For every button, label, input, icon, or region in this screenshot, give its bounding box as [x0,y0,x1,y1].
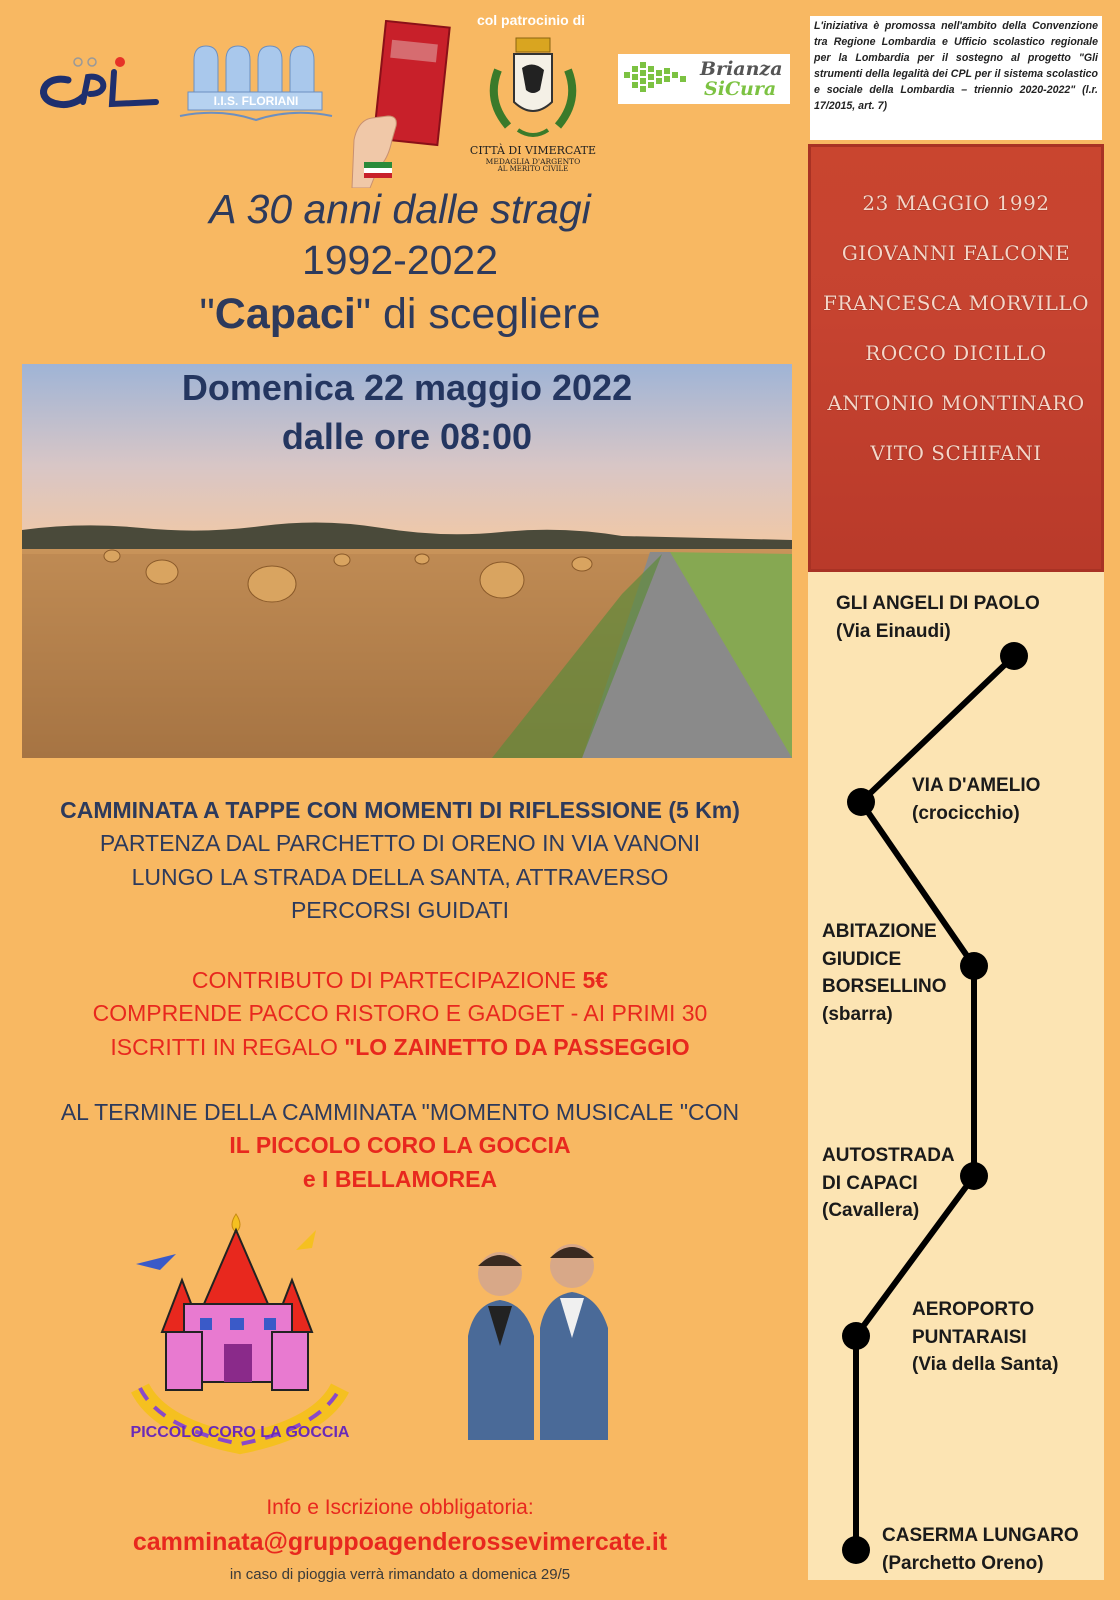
contribution-line-3 [20,1031,780,1064]
info-label: Info e Iscrizione obbligatoria: [266,1496,534,1519]
route-stop-6 [882,1522,1079,1577]
stop-detail: (crocicchio) [912,802,1020,824]
plaque-date: 23 MAGGIO 1992 [862,191,1050,215]
stop-detail: (Parchetto Oreno) [882,1552,1044,1574]
contribution-price: 5€ [582,967,609,993]
floriani-logo [176,40,336,130]
music-line-1: AL TERMINE DELLA CAMMINATA "MOMENTO MUSICALE "CON [60,1099,740,1125]
contact-email-link[interactable]: camminata@gruppoagenderossevimercate.it [132,1528,668,1556]
bellamorea-duo-photo [448,1236,628,1440]
plaque-name: ANTONIO MONTINARO [827,391,1085,415]
contribution-gift-label: ISCRITTI IN REGALO [110,1033,345,1060]
patronage-label: col patrocinio di [476,12,586,28]
title-line-1: A 30 anni dalle stragi [209,186,591,232]
stop-detail: (Cavallera) [822,1200,920,1222]
choir-logo-text: PICCOLO CORO LA GOCCIA [130,1424,350,1441]
stop-detail: (Via della Santa) [912,1354,1059,1376]
title-capaci: Capaci [214,290,356,338]
stop-title: BORSELLINO [822,976,947,998]
route-stop-1 [836,590,1040,645]
title-rest: " di scegliere [355,290,601,338]
memorial-plaque [808,144,1104,572]
red-book-hand-image [348,20,452,188]
contribution-info [20,964,780,1064]
stop-detail: (sbarra) [822,1003,893,1025]
walk-line: PERCORSI GUIDATI [290,897,510,924]
stop-title: ABITAZIONE [822,921,937,942]
event-datetime [22,364,792,462]
title-line-2: 1992-2022 [301,237,499,283]
stop-title: PUNTARAISI [912,1326,1027,1348]
event-date: Domenica 22 maggio 2022 [181,367,633,408]
title-quote-open: " [199,290,215,338]
event-time: dalle ore 08:00 [281,415,533,457]
sicura-text: SiCura [704,78,777,100]
choir-logo [120,1208,360,1464]
route-stop-2 [912,772,1040,827]
stop-title: GIUDICE [822,948,902,970]
route-stop-4 [822,1142,955,1225]
stop-title: AUTOSTRADA [822,1145,955,1166]
vimercate-crest [469,30,597,171]
music-info [20,1096,780,1196]
crest-city-name: CITTÀ DI VIMERCATE [469,144,597,157]
crest-medal: MEDAGLIA D'ARGENTO [485,157,581,166]
route-stop-5 [912,1296,1058,1379]
contribution-line-2: COMPRENDE PACCO RISTORO E GADGET - AI PRIMI 30 [92,1000,708,1027]
crest-merit: AL MERITO CIVILE [497,165,569,171]
stop-detail: (Via Einaudi) [836,620,951,642]
stop-title: DI CAPACI [822,1172,918,1194]
floriani-logo-text: I.I.S. FLORIANI [213,94,299,108]
stop-title: GLI ANGELI DI PAOLO [836,593,1040,614]
title-line-3 [20,290,780,339]
stop-title: CASERMA LUNGARO [882,1525,1079,1546]
plaque-name: VITO SCHIFANI [870,441,1042,465]
cpl-logo [28,52,164,122]
plaque-name: ROCCO DICILLO [865,341,1047,365]
stop-title: AEROPORTO [912,1299,1035,1320]
route-stop-3 [822,918,947,1028]
brianza-sicura-logo [618,54,790,104]
music-bellamorea: e I BELLAMOREA [302,1165,498,1192]
contribution-label: CONTRIBUTO DI PARTECIPAZIONE [191,967,583,993]
walk-description [20,794,780,927]
contribution-gift: "LO ZAINETTO DA PASSEGGIO [344,1033,690,1060]
walk-line: PARTENZA DAL PARCHETTO DI ORENO IN VIA VANONI [99,830,701,857]
legal-note: L'iniziativa è promossa nell'ambito della Convenzione tra Regione Lombardia e Ufficio scolastico regionale per la Lombardia per il sostegno al progetto "Gli strumenti della legalità dei CPL per il sistema scolastico e sociale della Lombardia – triennio 2020-2022" (l.r. 17/2015, art. 7) [810,16,1102,140]
plaque-name: GIOVANNI FALCONE [841,241,1071,265]
rain-note: in caso di pioggia verrà rimandato a domenica 29/5 [229,1566,571,1583]
walk-headline: CAMMINATA A TAPPE CON MOMENTI DI RIFLESSIONE (5 Km) [60,797,740,823]
stop-title: VIA D'AMELIO [912,775,1041,796]
walk-line: LUNGO LA STRADA DELLA SANTA, ATTRAVERSO [131,863,669,890]
music-coro: IL PICCOLO CORO LA GOCCIA [229,1132,571,1159]
plaque-name: FRANCESCA MORVILLO [822,291,1090,315]
brianza-text: Brianza [700,58,783,80]
contribution-line-1 [20,964,780,997]
route-map [808,572,1104,1580]
